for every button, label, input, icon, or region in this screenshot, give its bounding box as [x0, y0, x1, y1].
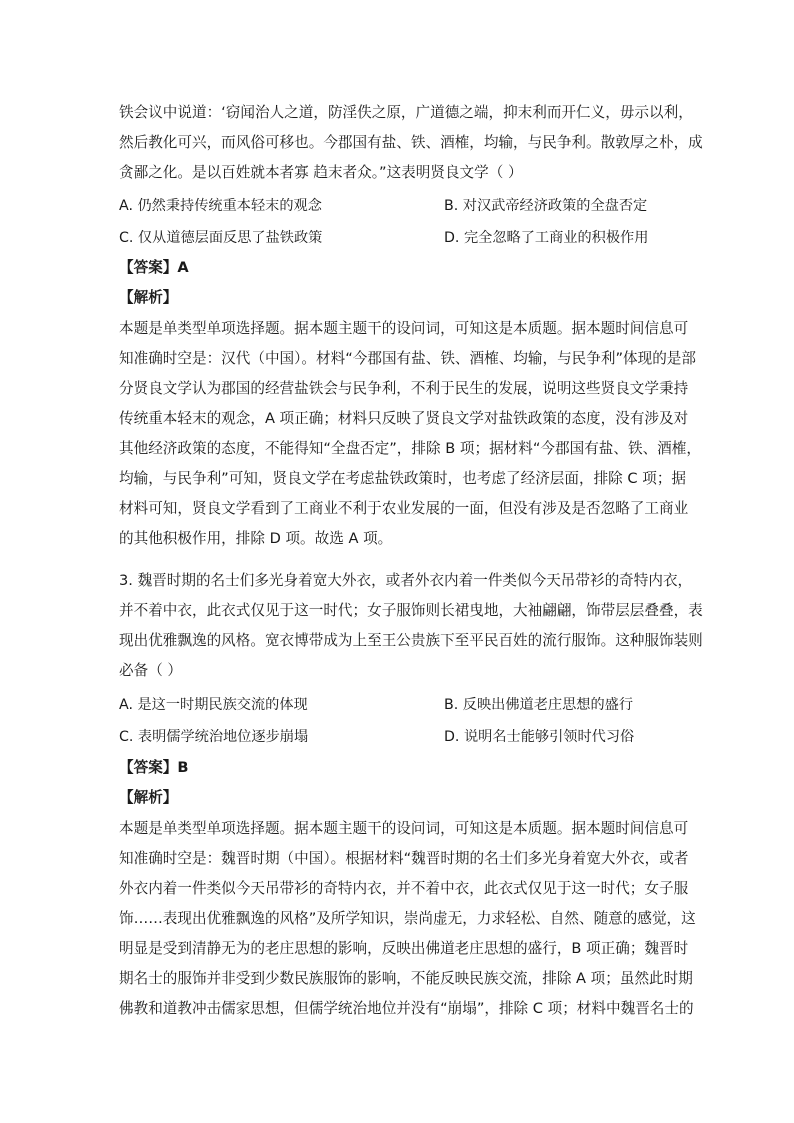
- q3-analysis-line-4: 饰……表现出优雅飘逸的风格”及所学知识，崇尚虚无，力求轻松、自然、随意的感觉，这: [119, 910, 696, 927]
- q2-analysis-line-8: 的其他积极作用，排除 D 项。故选 A 项。: [119, 530, 393, 547]
- q3-analysis-line-2: 知准确时空是：魏晋时期（中国）。根据材料“魏晋时期的名士们多光身着宽大外衣，或者: [119, 850, 689, 867]
- q2-answer: 【答案】A: [119, 259, 189, 276]
- q2-analysis-line-2: 知准确时空是：汉代（中国）。材料“今郡国有盐、铁、酒榷、均输，与民争利”体现的是部: [119, 350, 696, 367]
- q3-stem-line-2: 并不着中衣，此衣式仅见于这一时代；女子服饰则长裙曳地，大袖翩翩，饰带层层叠叠，表: [119, 602, 703, 619]
- q3-analysis-line-1: 本题是单类型单项选择题。据本题主题干的设问词，可知这是本质题。据本题时间信息可: [119, 820, 689, 837]
- q3-option-b: B. 反映出佛道老庄思想的盛行: [444, 697, 634, 713]
- q3-analysis-line-3: 外衣内着一件类似今天吊带衫的奇特内衣，并不着中衣，此衣式仅见于这一时代；女子服: [119, 880, 689, 897]
- q2-analysis-line-5: 其他经济政策的态度，不能得知“全盘否定”，排除 B 项；据材料“今郡国有盐、铁、酒榷，: [119, 440, 701, 457]
- q2-analysis-line-3: 分贤良文学认为郡国的经营盐铁会与民争利，不利于民生的发展，说明这些贤良文学秉持: [119, 380, 689, 397]
- q3-option-a: A. 是这一时期民族交流的体现: [119, 697, 308, 713]
- q2-stem-line-2: 然后教化可兴，而风俗可移也。今郡国有盐、铁、酒榷，均输，与民争利。散敦厚之朴，成: [119, 134, 703, 151]
- q2-option-d: D. 完全忽略了工商业的积极作用: [444, 230, 649, 246]
- q2-stem-line-3: 贪鄙之化。是以百姓就本者寡 趋末者众。”这表明贤良文学（ ）: [119, 164, 523, 181]
- q2-option-a: A. 仍然秉持传统重本轻末的观念: [119, 198, 322, 214]
- q2-analysis-line-4: 传统重本轻末的观念，A 项正确；材料只反映了贤良文学对盐铁政策的态度，没有涉及对: [119, 410, 689, 427]
- q3-answer: 【答案】B: [119, 759, 189, 776]
- q2-option-b: B. 对汉武帝经济政策的全盘否定: [444, 198, 648, 214]
- q3-option-d: D. 说明名士能够引领时代习俗: [444, 729, 635, 745]
- q2-analysis-line-6: 均输，与民争利”可知，贤良文学在考虑盐铁政策时，也考虑了经济层面，排除 C 项；据: [119, 470, 687, 487]
- q2-analysis-line-7: 材料可知，贤良文学看到了工商业不利于农业发展的一面，但没有涉及是否忽略了工商业: [119, 500, 689, 517]
- q3-analysis-line-7: 佛教和道教冲击儒家思想，但儒学统治地位并没有“崩塌”，排除 C 项；材料中魏晋名士的: [119, 1000, 694, 1017]
- q2-analysis-label: 【解析】: [119, 289, 178, 306]
- q2-option-c: C. 仅从道德层面反思了盐铁政策: [119, 230, 323, 246]
- q2-stem-line-1: 铁会议中说道：‘窃闻治人之道，防淫佚之原，广道德之端，抑末利而开仁义，毋示以利，: [119, 104, 693, 121]
- q3-stem-line-4: 必备（ ）: [119, 662, 183, 679]
- q3-stem-line-3: 现出优雅飘逸的风格。宽衣博带成为上至王公贵族下至平民百姓的流行服饰。这种服饰装则: [119, 632, 703, 649]
- q3-stem-line-1: 3. 魏晋时期的名士们多光身着宽大外衣，或者外衣内着一件类似今天吊带衫的奇特内衣，: [119, 572, 693, 589]
- q3-option-c: C. 表明儒学统治地位逐步崩塌: [119, 729, 309, 745]
- q3-analysis-line-5: 明显是受到清静无为的老庄思想的影响，反映出佛道老庄思想的盛行，B 项正确；魏晋时: [119, 940, 689, 957]
- q2-analysis-line-1: 本题是单类型单项选择题。据本题主题干的设问词，可知这是本质题。据本题时间信息可: [119, 320, 689, 337]
- q3-analysis-line-6: 期名士的服饰并非受到少数民族服饰的影响，不能反映民族交流，排除 A 项；虽然此时期: [119, 970, 693, 987]
- q3-analysis-label: 【解析】: [119, 789, 178, 806]
